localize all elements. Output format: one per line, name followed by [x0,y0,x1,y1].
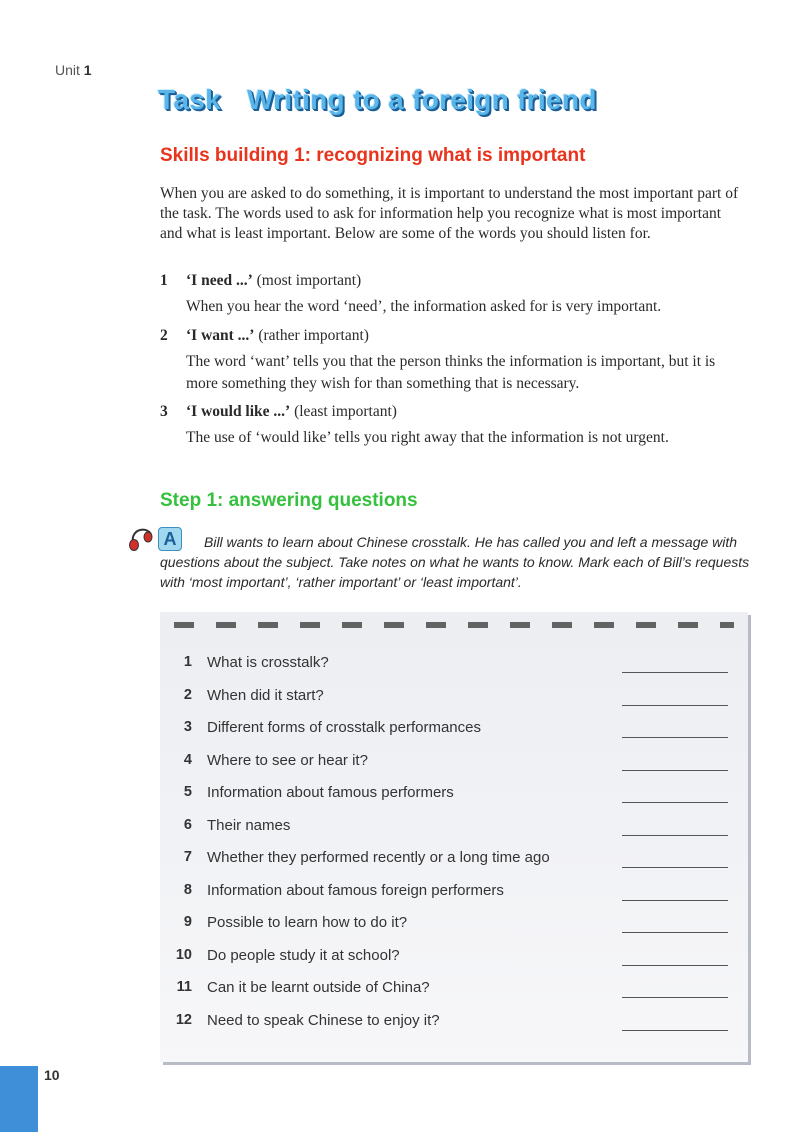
question-row [160,648,748,678]
question-row [160,1006,748,1036]
skill-item-phrase: ‘I need ...’ (most important) [186,272,362,289]
question-number: 8 [183,882,192,898]
unit-number: 1 [83,62,92,78]
question-number: 10 [175,947,192,963]
question-row [160,843,748,873]
question-row [160,908,748,938]
skills-intro: When you are asked to do something, it is important to understand the most important part of the task. The words used to ask for information help you recognize what is most important and what is least important. Below are some of the words you should listen for. [160,185,739,242]
answer-line[interactable] [622,965,728,966]
question-number: 5 [183,784,192,800]
answer-line[interactable] [622,672,728,673]
answer-line[interactable] [622,932,728,933]
question-text: Information about famous foreign performers [207,882,504,899]
skill-item-number: 2 [160,327,168,344]
skills-heading: Skills building 1: recognizing what is important [160,145,586,166]
skill-item-phrase: ‘I would like ...’ (least important) [186,403,397,420]
question-number: 9 [183,914,192,930]
dashed-divider [174,622,734,628]
question-number: 11 [176,979,192,995]
question-row [160,876,748,906]
unit-label [55,62,92,78]
unit-word: Unit [55,62,80,78]
question-text: Different forms of crosstalk performances [207,719,481,736]
question-text: Need to speak Chinese to enjoy it? [207,1012,440,1029]
answer-line[interactable] [622,900,728,901]
question-number: 6 [183,817,192,833]
skill-item-description: The word ‘want’ tells you that the person thinks the information is important, but it is more something they wish for than something that is necessary. [186,353,716,392]
question-text: Can it be learnt outside of China? [207,979,430,996]
question-text: Possible to learn how to do it? [207,914,408,931]
step-instructions: Bill wants to learn about Chinese crosstalk. He has called you and left a message with questions about the subject. Take notes on what he wants to know. Mark each of Bill’s requests with ‘most important’, ‘rather important’ or ‘least important’. [160,534,750,590]
answer-line[interactable] [622,705,728,706]
question-number: 2 [183,687,192,703]
question-number: 3 [183,719,192,735]
question-row [160,778,748,808]
skill-item-number: 1 [160,272,168,289]
step-heading: Step 1: answering questions [160,490,418,511]
headphones-icon [127,524,157,554]
answer-line[interactable] [622,737,728,738]
activity-badge: A [158,527,182,551]
question-number: 4 [183,752,192,768]
answer-line[interactable] [622,835,728,836]
answer-line[interactable] [622,997,728,998]
page-tab [0,1066,38,1132]
page-title [158,84,597,116]
skill-item-number: 3 [160,403,168,420]
skill-item-phrase: ‘I want ...’ (rather important) [186,327,369,344]
question-number: 7 [183,849,192,865]
question-row [160,973,748,1003]
notes-card [160,612,748,1062]
question-text: Whether they performed recently or a long time ago [207,849,550,866]
page-number: 10 [44,1067,60,1083]
answer-line[interactable] [622,1030,728,1031]
question-text: When did it start? [207,687,324,704]
question-row [160,746,748,776]
question-number: 1 [183,654,192,670]
question-text: Information about famous performers [207,784,454,801]
question-text: Do people study it at school? [207,947,400,964]
task-title-text: Writing to a foreign friend [246,84,597,115]
question-number: 12 [175,1012,192,1028]
question-text: Their names [207,817,291,834]
answer-line[interactable] [622,802,728,803]
question-row [160,681,748,711]
question-row [160,941,748,971]
task-word: Task [158,84,221,115]
question-text: What is crosstalk? [207,654,329,671]
answer-line[interactable] [622,867,728,868]
question-row [160,811,748,841]
answer-line[interactable] [622,770,728,771]
skill-item-description: When you hear the word ‘need’, the information asked for is very important. [186,298,662,315]
question-row [160,713,748,743]
question-text: Where to see or hear it? [207,752,368,769]
skill-item-description: The use of ‘would like’ tells you right away that the information is not urgent. [186,429,669,446]
